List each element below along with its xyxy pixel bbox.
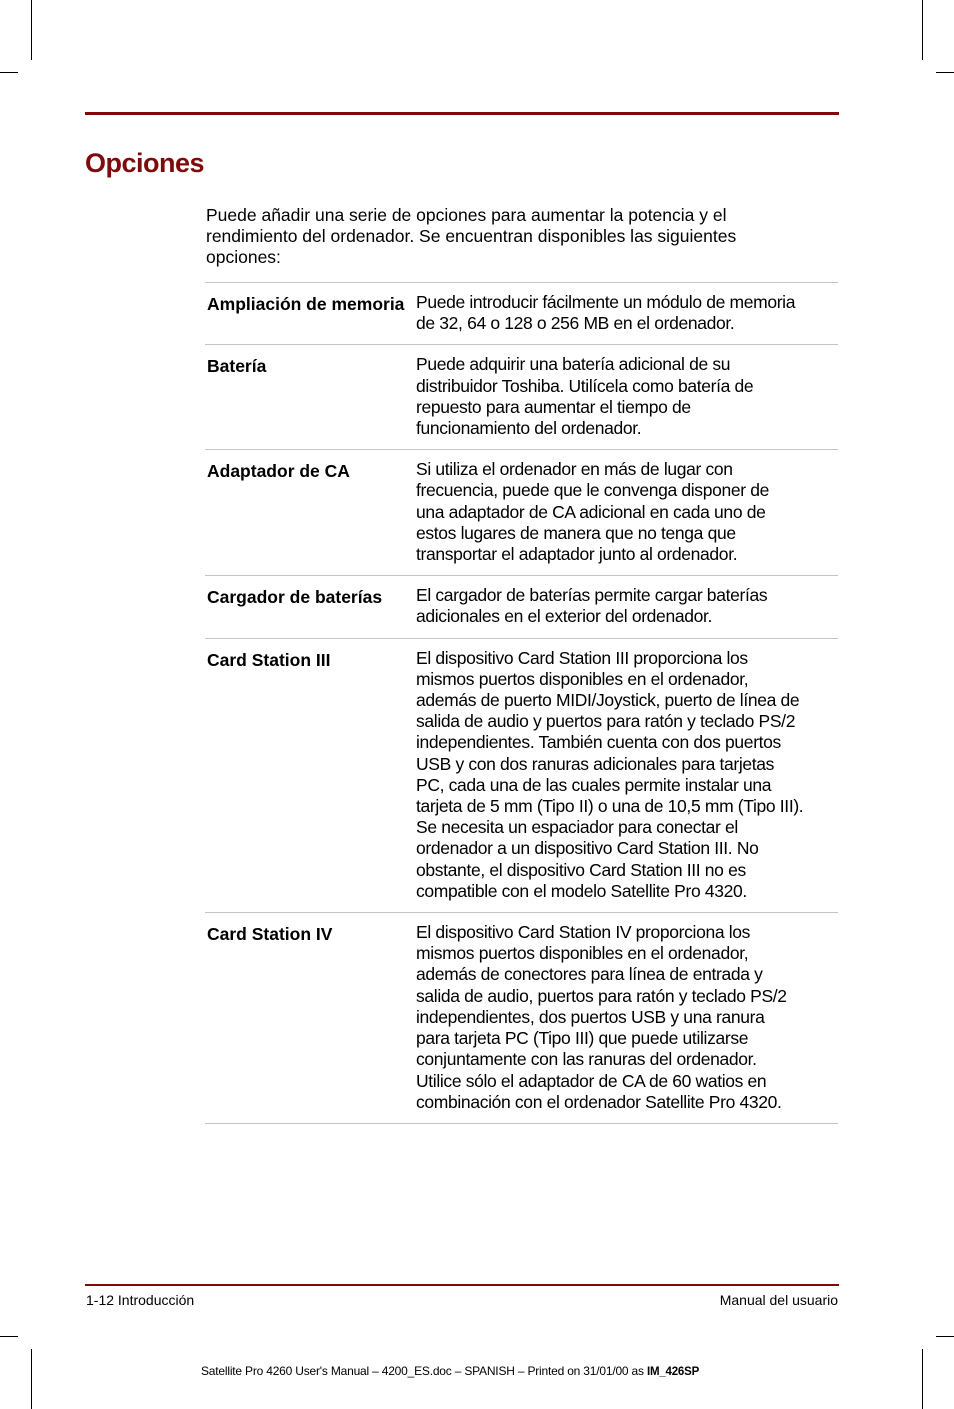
crop-mark-bottom-left-h (0, 1336, 18, 1337)
option-description-line: Puede adquirir una batería adicional de su (416, 354, 731, 375)
option-row (205, 345, 838, 450)
crop-mark-top-left-v (31, 0, 32, 60)
option-description-line: para tarjeta PC (Tipo III) que puede utilizarse (416, 1028, 749, 1049)
intro-paragraph: Puede añadir una serie de opciones para aumentar la potencia y el rendimiento del ordenador. Se encuentran disponibles las siguientes opciones: (206, 205, 737, 268)
option-description-line: una adaptador de CA adicional en cada uno de (416, 501, 766, 522)
option-description-line: transportar el adaptador junto al ordenador. (416, 544, 738, 565)
option-term: Ampliación de memoria (207, 294, 405, 314)
option-description-line: PC, cada una de las cuales permite instalar una (416, 774, 772, 795)
option-description-line: de 32, 64 o 128 o 256 MB en el ordenador. (416, 313, 735, 334)
option-description-line: funcionamiento del ordenador. (416, 418, 642, 439)
option-description-line: Se necesita un espaciador para conectar el (416, 817, 738, 838)
option-description-line: frecuencia, puede que le convenga disponer de (416, 480, 769, 501)
option-term: Card Station III (207, 649, 331, 670)
option-description-line: obstante, el dispositivo Card Station III no es (416, 859, 746, 880)
option-description-line: mismos puertos disponibles en el ordenador, (416, 668, 749, 689)
crop-mark-top-left-h (0, 72, 18, 73)
option-description (416, 648, 838, 902)
option-description (416, 292, 838, 334)
footer-manual-title: Manual del usuario (719, 1292, 838, 1308)
option-description-line: USB y con dos ranuras adicionales para tarjetas (416, 753, 775, 774)
option-description-line: combinación con el ordenador Satellite Pro 4320. (416, 1091, 782, 1112)
option-description (416, 354, 838, 439)
option-term: Adaptador de CA (207, 461, 350, 482)
crop-mark-bottom-right-h (936, 1336, 954, 1337)
option-description-line: adicionales en el exterior del ordenador. (416, 606, 712, 627)
option-row (205, 450, 838, 576)
print-info-text: Satellite Pro 4260 User's Manual – 4200_ES.doc – SPANISH – Printed on 31/01/00 as (201, 1364, 644, 1378)
option-description-line: El dispositivo Card Station III proporciona los (416, 647, 748, 668)
option-row (205, 913, 838, 1124)
option-description-line: mismos puertos disponibles en el ordenador, (416, 943, 749, 964)
option-description (416, 922, 838, 1113)
options-table (205, 282, 838, 1124)
option-description (416, 585, 838, 627)
option-term: Card Station IV (207, 924, 333, 945)
option-description-line: Puede introducir fácilmente un módulo de memoria (416, 292, 796, 312)
crop-mark-top-right-h (936, 72, 954, 73)
option-description-line: estos lugares de manera que no tenga que (416, 522, 736, 543)
option-description-line: ordenador a un dispositivo Card Station III. No (416, 838, 759, 859)
option-description-line: repuesto para aumentar el tiempo de (416, 396, 691, 417)
option-row (205, 639, 838, 913)
crop-mark-top-right-v (922, 0, 923, 60)
option-row (205, 576, 838, 638)
option-description-line: compatible con el modelo Satellite Pro 4320. (416, 880, 747, 901)
crop-mark-bottom-right-v (922, 1349, 923, 1409)
option-description-line: además de puerto MIDI/Joystick, puerto de línea de (416, 690, 800, 711)
option-description-line: Utilice sólo el adaptador de CA de 60 watios en (416, 1070, 767, 1091)
print-info-code: IM_426SP (646, 1366, 700, 1378)
option-description-line: tarjeta de 5 mm (Tipo II) o una de 10,5 mm (Tipo III). (416, 796, 804, 817)
page-title: Opciones (85, 148, 205, 178)
option-description-line: Si utiliza el ordenador en más de lugar con (416, 459, 733, 480)
option-description-line: además de conectores para línea de entrada y (416, 964, 763, 985)
option-description-line: salida de audio, puertos para ratón y teclado PS/2 (416, 985, 787, 1006)
footer-rule (85, 1284, 839, 1286)
option-description-line: distribuidor Toshiba. Utilícela como batería de (416, 375, 754, 396)
option-description-line: independientes, dos puertos USB y una ranura (416, 1006, 765, 1027)
print-info (201, 1364, 699, 1378)
header-rule (85, 112, 839, 115)
option-description-line: salida de audio y puertos para ratón y teclado PS/2 (416, 711, 796, 732)
option-description (416, 459, 838, 565)
option-term: Batería (207, 356, 267, 377)
option-term: Cargador de baterías (207, 587, 383, 608)
footer-page-section: 1-12 Introducción (86, 1292, 195, 1308)
option-description-line: conjuntamente con las ranuras del ordenador. (416, 1049, 757, 1070)
option-description-line: El dispositivo Card Station IV proporciona los (416, 922, 751, 943)
option-description-line: El cargador de baterías permite cargar baterías (416, 585, 768, 606)
crop-mark-bottom-left-v (31, 1349, 32, 1409)
option-description-line: independientes. También cuenta con dos puertos (416, 732, 781, 753)
option-row (205, 283, 838, 345)
